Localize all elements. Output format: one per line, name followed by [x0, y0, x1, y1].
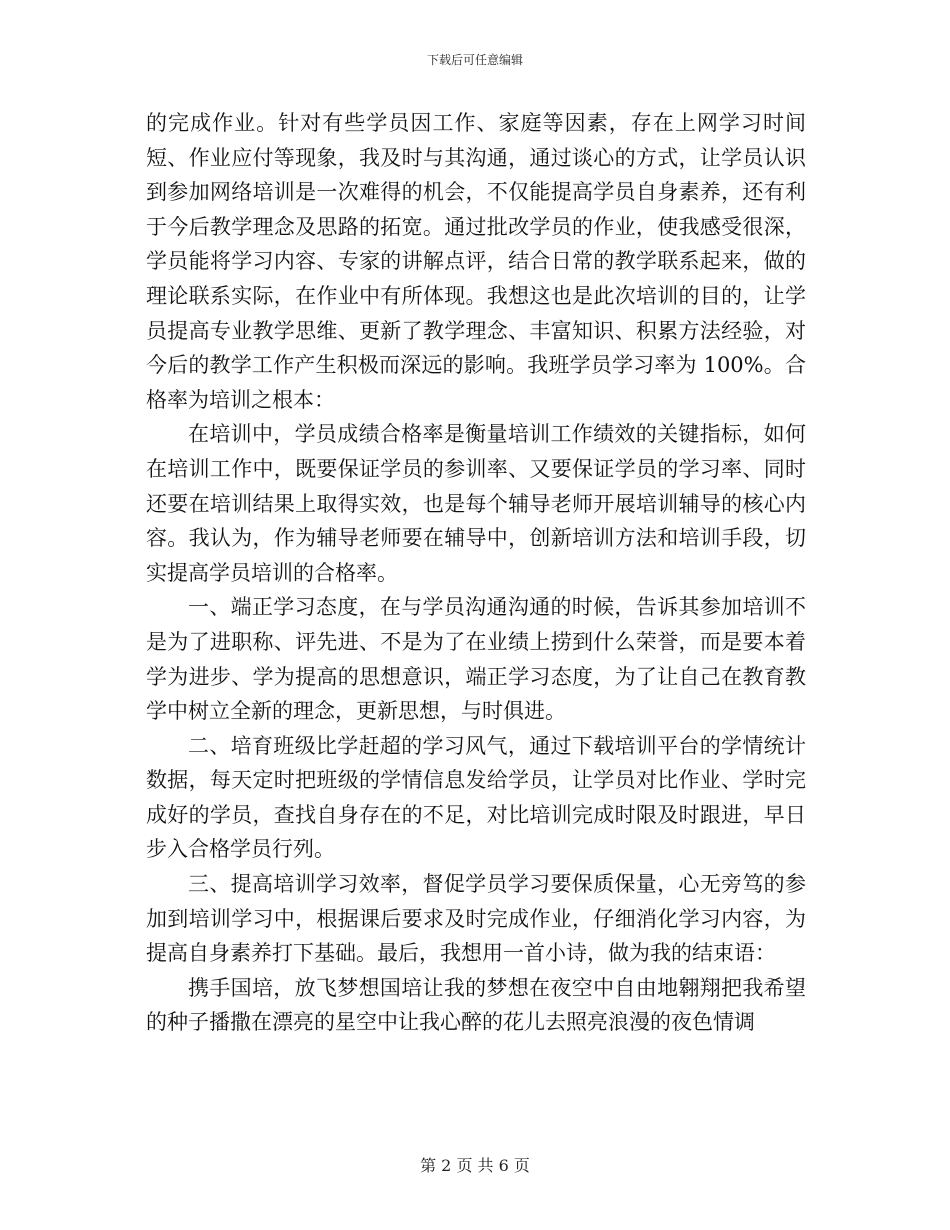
- page-header: 下载后可任意编辑: [426, 53, 523, 67]
- page-number-footer: 第 2 页 共 6 页: [420, 1156, 530, 1175]
- paragraph-5: 三、提高培训学习效率，督促学员学习要保质保量，心无旁笃的参加到培训学习中，根据课后要求及时完成作业，仔细消化学习内容，为提高自身素养打下基础。最后，我想用一首小诗，做为我的结束语：: [146, 872, 806, 966]
- paragraph-2: 在培训中，学员成绩合格率是衡量培训工作绩效的关键指标，如何在培训工作中，既要保证学员的参训率、又要保证学员的学习率、同时还要在培训结果上取得实效，也是每个辅导老师开展培训辅导的核心内容。我认为，作为辅导老师要在辅导中，创新培训方法和培训手段，切实提高学员培训的合格率。: [146, 422, 806, 585]
- paragraph-6: 携手国培，放飞梦想国培让我的梦想在夜空中自由地翱翔把我希望的种子播撒在漂亮的星空中让我心醉的花儿去照亮浪漫的夜色情调: [146, 975, 806, 1035]
- paragraph-3: 一、端正学习态度，在与学员沟通沟通的时候，告诉其参加培训不是为了进职称、评先进、不是为了在业绩上捞到什么荣誉，而是要本着学为进步、学为提高的思想意识，端正学习态度，为了让自己在教育教学中树立全新的理念，更新思想，与时俱进。: [146, 595, 806, 724]
- document-body: [146, 106, 806, 1040]
- paragraph-4: 二、培育班级比学赶超的学习风气，通过下载培训平台的学情统计数据，每天定时把班级的学情信息发给学员，让学员对比作业、学时完成好的学员，查找自身存在的不足，对比培训完成时限及时跟进，早日步入合格学员行列。: [146, 733, 806, 862]
- paragraph-1: 的完成作业。针对有些学员因工作、家庭等因素，存在上网学习时间短、作业应付等现象，我及时与其沟通，通过谈心的方式，让学员认识到参加网络培训是一次难得的机会，不仅能提高学员自身素养，还有利于今后教学理念及思路的拓宽。通过批改学员的作业，使我感受很深，学员能将学习内容、专家的讲解点评，结合日常的教学联系起来，做的理论联系实际，在作业中有所体现。我想这也是此次培训的目的，让学员提高专业教学思维、更新了教学理念、丰富知识、积累方法经验，对今后的教学工作产生积极而深远的影响。我班学员学习率为 100%。合格率为培训之根本：: [146, 111, 806, 412]
